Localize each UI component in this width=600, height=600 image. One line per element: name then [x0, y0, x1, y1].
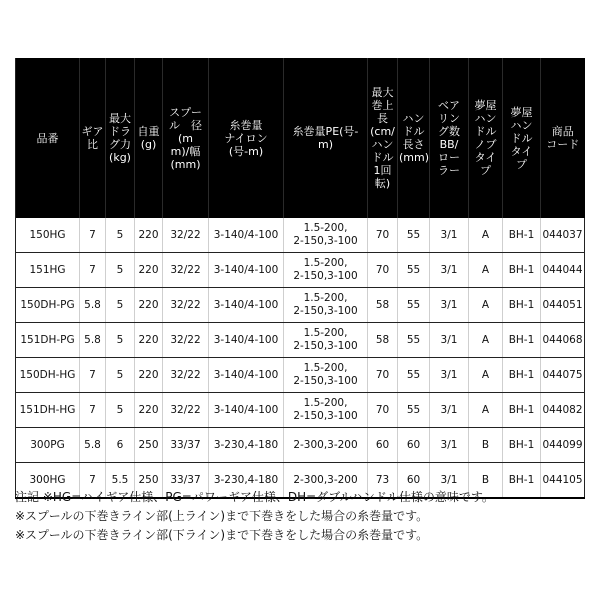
- table-cell: 3/1: [430, 288, 469, 323]
- model-number-cell: 300HG: [16, 463, 80, 499]
- model-number-cell: 150DH-HG: [16, 358, 80, 393]
- table-cell: 55: [398, 288, 430, 323]
- table-cell: 7: [80, 463, 106, 499]
- table-cell: 7: [80, 218, 106, 253]
- table-cell: 70: [368, 253, 398, 288]
- table-cell: B: [469, 428, 503, 463]
- table-cell: 55: [398, 253, 430, 288]
- table-cell: 70: [368, 358, 398, 393]
- table-cell: 60: [398, 463, 430, 499]
- table-cell: 3-140/4-100: [209, 323, 284, 358]
- table-cell: B: [469, 463, 503, 499]
- table-cell: A: [469, 288, 503, 323]
- table-row: [16, 288, 585, 323]
- column-header: 糸巻量 ナイロン (号-m): [209, 58, 284, 218]
- table-cell: 32/22: [163, 358, 209, 393]
- table-row: [16, 358, 585, 393]
- table-cell: 220: [135, 358, 163, 393]
- table-cell: 044051: [541, 288, 585, 323]
- table-cell: 3-140/4-100: [209, 253, 284, 288]
- spec-table: [15, 58, 585, 499]
- table-cell: 044037: [541, 218, 585, 253]
- table-cell: 3-230,4-180: [209, 463, 284, 499]
- table-cell: 2-300,3-200: [284, 463, 368, 499]
- table-cell: 220: [135, 218, 163, 253]
- table-cell: 3/1: [430, 428, 469, 463]
- table-cell: 55: [398, 323, 430, 358]
- table-cell: A: [469, 253, 503, 288]
- table-cell: 58: [368, 288, 398, 323]
- table-cell: 70: [368, 218, 398, 253]
- column-header: ベア リン グ数 BB/ ロー ラー: [430, 58, 469, 218]
- table-cell: 5.8: [80, 323, 106, 358]
- table-cell: 3/1: [430, 218, 469, 253]
- table-cell: 70: [368, 393, 398, 428]
- table-row: [16, 428, 585, 463]
- table-cell: 55: [398, 393, 430, 428]
- table-cell: 220: [135, 288, 163, 323]
- column-header: 自重 (g): [135, 58, 163, 218]
- table-cell: BH-1: [503, 463, 541, 499]
- table-cell: 5: [106, 218, 135, 253]
- table-cell: 55: [398, 358, 430, 393]
- table-cell: 3-140/4-100: [209, 358, 284, 393]
- column-header: 品番: [16, 58, 80, 218]
- table-cell: 5: [106, 323, 135, 358]
- note-line-abbreviations: 注記 ※HG=ハイギア仕様、PG=パワーギア仕様、DH=ダブルハンドル仕様の意味です。: [15, 490, 494, 504]
- column-header: 夢屋 ハン ドル タイ プ: [503, 58, 541, 218]
- table-cell: 33/37: [163, 463, 209, 499]
- table-cell: 044075: [541, 358, 585, 393]
- table-cell: BH-1: [503, 428, 541, 463]
- table-cell: 5: [106, 358, 135, 393]
- table-cell: 044082: [541, 393, 585, 428]
- table-cell: 32/22: [163, 253, 209, 288]
- table-cell: 250: [135, 428, 163, 463]
- table-cell: 5.8: [80, 428, 106, 463]
- table-cell: 3/1: [430, 463, 469, 499]
- table-cell: 1.5-200, 2-150,3-100: [284, 323, 368, 358]
- table-cell: 044105: [541, 463, 585, 499]
- table-cell: 7: [80, 393, 106, 428]
- notes-block: [15, 488, 590, 545]
- table-cell: 2-300,3-200: [284, 428, 368, 463]
- table-cell: BH-1: [503, 323, 541, 358]
- table-cell: 220: [135, 253, 163, 288]
- table-cell: 5: [106, 288, 135, 323]
- table-cell: 1.5-200, 2-150,3-100: [284, 218, 368, 253]
- table-cell: BH-1: [503, 253, 541, 288]
- table-cell: BH-1: [503, 288, 541, 323]
- column-header: スプー ル 径 (m m)/幅 (mm): [163, 58, 209, 218]
- table-cell: 6: [106, 428, 135, 463]
- table-cell: 7: [80, 253, 106, 288]
- table-cell: 1.5-200, 2-150,3-100: [284, 253, 368, 288]
- model-number-cell: 150HG: [16, 218, 80, 253]
- table-row: [16, 218, 585, 253]
- table-cell: 3/1: [430, 393, 469, 428]
- table-cell: BH-1: [503, 393, 541, 428]
- column-header: 糸巻量PE(号- m): [284, 58, 368, 218]
- table-cell: 3/1: [430, 253, 469, 288]
- model-number-cell: 151DH-HG: [16, 393, 80, 428]
- table-cell: 3-140/4-100: [209, 218, 284, 253]
- table-cell: 33/37: [163, 428, 209, 463]
- model-number-cell: 300PG: [16, 428, 80, 463]
- table-cell: 32/22: [163, 218, 209, 253]
- table-cell: 73: [368, 463, 398, 499]
- table-cell: 044099: [541, 428, 585, 463]
- table-cell: 3/1: [430, 323, 469, 358]
- table-cell: 5.5: [106, 463, 135, 499]
- table-header-row: [16, 58, 585, 218]
- table-cell: A: [469, 358, 503, 393]
- table-cell: BH-1: [503, 218, 541, 253]
- table-cell: 32/22: [163, 393, 209, 428]
- table-row: [16, 393, 585, 428]
- table-cell: BH-1: [503, 358, 541, 393]
- table-cell: 250: [135, 463, 163, 499]
- table-cell: 5.8: [80, 288, 106, 323]
- column-header: 最大 巻上 長 (cm/ ハン ドル 1回 転): [368, 58, 398, 218]
- table-cell: 044068: [541, 323, 585, 358]
- column-header: ギア 比: [80, 58, 106, 218]
- column-header: 最大 ドラ グ力 (kg): [106, 58, 135, 218]
- model-number-cell: 151DH-PG: [16, 323, 80, 358]
- table-cell: A: [469, 393, 503, 428]
- column-header: 商品 コード: [541, 58, 585, 218]
- table-cell: 32/22: [163, 288, 209, 323]
- table-cell: 7: [80, 358, 106, 393]
- table-cell: A: [469, 218, 503, 253]
- table-cell: 5: [106, 393, 135, 428]
- table-cell: 32/22: [163, 323, 209, 358]
- table-cell: 55: [398, 218, 430, 253]
- table-cell: 3-230,4-180: [209, 428, 284, 463]
- table-body: [16, 218, 585, 498]
- table-cell: 1.5-200, 2-150,3-100: [284, 393, 368, 428]
- note-line-upper-line: ※スプールの下巻きライン部(上ライン)まで下巻きをした場合の糸巻量です。: [15, 509, 429, 523]
- table-cell: 3/1: [430, 358, 469, 393]
- table-cell: 5: [106, 253, 135, 288]
- table-cell: A: [469, 323, 503, 358]
- table-cell: 220: [135, 393, 163, 428]
- model-number-cell: 150DH-PG: [16, 288, 80, 323]
- note-line-lower-line: ※スプールの下巻きライン部(下ライン)まで下巻きをした場合の糸巻量です。: [15, 528, 429, 542]
- table-cell: 3-140/4-100: [209, 393, 284, 428]
- table-cell: 1.5-200, 2-150,3-100: [284, 358, 368, 393]
- column-header: ハン ドル 長さ (mm): [398, 58, 430, 218]
- table-cell: 58: [368, 323, 398, 358]
- model-number-cell: 151HG: [16, 253, 80, 288]
- table-cell: 1.5-200, 2-150,3-100: [284, 288, 368, 323]
- table-cell: 60: [368, 428, 398, 463]
- table-row: [16, 323, 585, 358]
- table-row: [16, 253, 585, 288]
- table-cell: 044044: [541, 253, 585, 288]
- table-cell: 60: [398, 428, 430, 463]
- table-cell: 220: [135, 323, 163, 358]
- table-cell: 3-140/4-100: [209, 288, 284, 323]
- column-header: 夢屋 ハン ドル ノブ タイ プ: [469, 58, 503, 218]
